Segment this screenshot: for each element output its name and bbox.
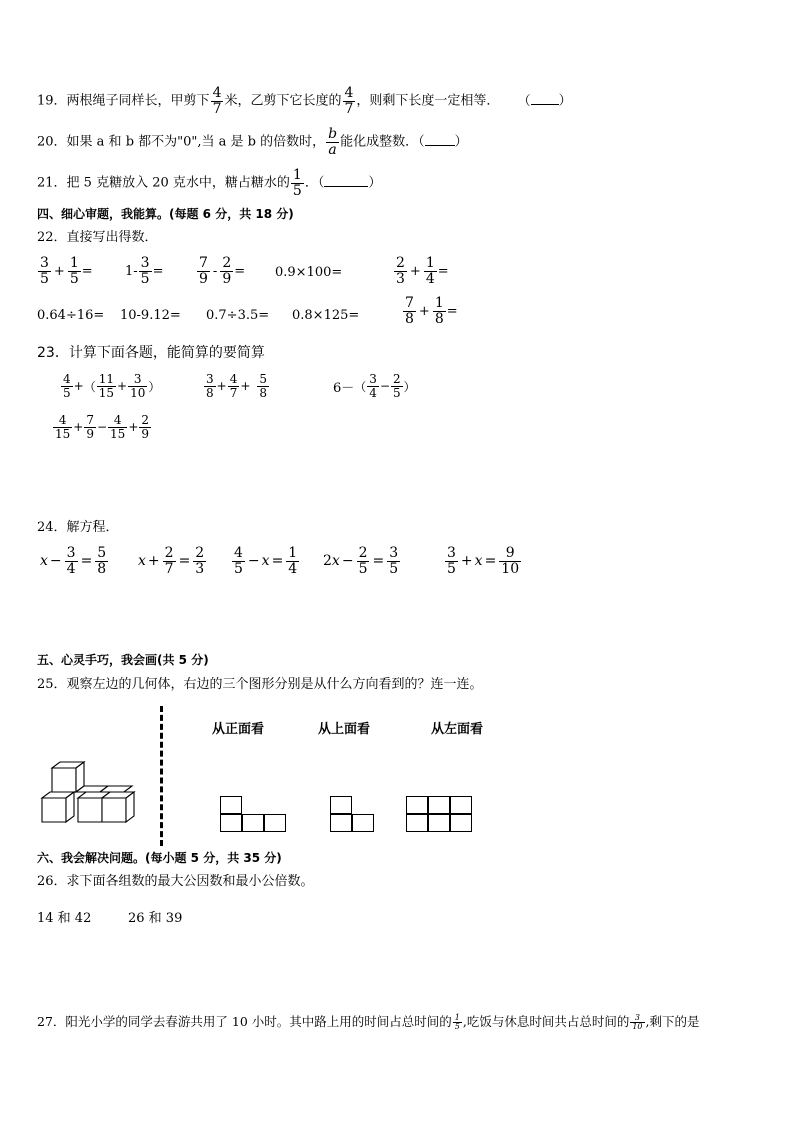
divider-dashed-line — [160, 706, 163, 846]
q20-number: 20． — [37, 134, 67, 150]
q24-eq-1 — [40, 546, 109, 576]
lead-term: 1- — [125, 263, 138, 279]
num: 4 — [234, 545, 243, 561]
num: 1 — [288, 545, 298, 561]
q23-expr-3 — [333, 373, 416, 399]
operator: + — [216, 379, 227, 394]
view-grid-3[interactable] — [406, 796, 474, 834]
grid-cell — [450, 814, 472, 832]
num: 4 — [229, 372, 238, 386]
operator: + — [128, 420, 139, 435]
q19-text-a: 两根绳子同样长，甲剪下 — [66, 93, 210, 109]
num: 2 — [164, 545, 174, 561]
operator: - — [212, 263, 218, 279]
fraction — [163, 546, 176, 576]
equals: = — [80, 553, 93, 570]
num: 2 — [222, 255, 232, 271]
q22-r1-expr-2 — [125, 256, 164, 286]
q20-paren-left: （ — [418, 134, 425, 150]
fraction — [403, 296, 416, 326]
fraction — [204, 373, 216, 399]
den: 7 — [229, 385, 238, 400]
question-27 — [37, 1012, 700, 1032]
q22-r1-expr-1 — [37, 256, 93, 286]
fraction — [228, 373, 240, 399]
view-label-left: 从左面看 — [431, 722, 484, 737]
q21-paren-right: ） — [368, 175, 382, 191]
num: 4 — [53, 414, 72, 428]
fraction — [232, 546, 245, 576]
q19-text-b: 米，乙剪下它长度的 — [224, 93, 342, 109]
equals: = — [372, 553, 385, 570]
num: 1 — [69, 255, 79, 271]
num: 3 — [66, 545, 76, 561]
operator: + — [409, 263, 421, 279]
num: 3 — [140, 255, 150, 271]
q19-paren-right: ） — [558, 93, 572, 109]
q24-eq-3 — [231, 546, 300, 576]
q27-fraction-1 — [453, 1014, 462, 1031]
q20-f-den: a — [328, 141, 337, 158]
equals: = — [234, 263, 246, 279]
fraction — [357, 546, 370, 576]
num: 3 — [40, 255, 49, 271]
operator: + — [240, 379, 251, 394]
q19-fraction-2 — [343, 86, 356, 116]
q23-expr-2 — [203, 373, 270, 399]
q27-f1-den: 5 — [454, 1022, 460, 1031]
q22-r2-expr-4: 0.8×125= — [292, 308, 360, 323]
grid-cell — [264, 814, 286, 832]
fraction — [387, 546, 400, 576]
fraction — [53, 414, 72, 440]
grid-cell — [242, 814, 264, 832]
num: 3 — [447, 545, 456, 561]
operator: + — [53, 263, 65, 279]
paren-left: （ — [354, 379, 367, 394]
equals: = — [437, 263, 449, 279]
den: 5 — [389, 560, 399, 577]
q21-fraction — [291, 168, 304, 198]
paren-right: ） — [148, 379, 161, 394]
section-5-title: 五、心灵手巧，我会画(共 5 分) — [37, 653, 209, 667]
coefficient: 2 — [323, 553, 332, 570]
q22-title: 22．直接写出得数． — [37, 230, 158, 245]
grid-cell — [428, 814, 450, 832]
q19-fraction-1 — [211, 86, 224, 116]
operator: − — [379, 379, 390, 394]
den: 8 — [97, 560, 107, 577]
q22-r1-expr-3 — [196, 256, 245, 286]
fraction — [108, 414, 127, 440]
num: 3 — [389, 545, 399, 561]
q20-text-b: 能化成整数． — [340, 134, 419, 150]
section-4-title: 四、细心审题，我能算。(每题 6 分，共 18 分) — [37, 207, 294, 221]
den: 10 — [130, 385, 146, 400]
q27-text-a: 阳光小学的同学去春游共用了 10 小时。其中路上用的时间占总时间的 — [65, 1014, 452, 1029]
equals: = — [152, 263, 164, 279]
den: 5 — [447, 560, 456, 577]
q22-r2-expr-1: 0.64÷16= — [37, 308, 105, 323]
q21-answer-blank[interactable] — [324, 186, 368, 187]
den: 5 — [234, 560, 243, 577]
question-19 — [37, 86, 572, 116]
num: 2 — [141, 413, 150, 427]
q21-f-num: 1 — [292, 167, 302, 183]
fraction — [394, 256, 407, 286]
num: 2 — [195, 545, 205, 561]
question-21 — [37, 168, 381, 198]
den: 9 — [141, 426, 150, 441]
fraction — [367, 373, 379, 399]
q22-r2-expr-5 — [402, 296, 458, 326]
den: 15 — [55, 426, 71, 441]
grid-cell — [330, 796, 352, 814]
num: 2 — [358, 545, 368, 561]
den: 9 — [86, 426, 94, 441]
grid-cell — [352, 814, 374, 832]
fraction — [499, 546, 521, 576]
fraction — [286, 546, 299, 576]
operator: − — [49, 553, 62, 570]
fraction — [391, 373, 403, 399]
den: 3 — [396, 270, 405, 287]
den: 3 — [195, 560, 205, 577]
q20-fraction — [326, 127, 339, 157]
num: 1 — [425, 255, 435, 271]
den: 4 — [288, 560, 298, 577]
fraction — [68, 256, 81, 286]
grid-cell — [406, 814, 428, 832]
equals: = — [178, 553, 191, 570]
operator: + — [117, 379, 128, 394]
num: 5 — [259, 372, 268, 386]
grid-cell — [428, 796, 450, 814]
cube-front-face — [102, 798, 126, 822]
q19-f1-num: 4 — [212, 85, 222, 101]
num: 5 — [97, 545, 107, 561]
den: 15 — [110, 426, 126, 441]
equals: = — [484, 553, 497, 570]
q25-title: 25．观察左边的几何体，右边的三个图形分别是从什么方向看到的？连一连。 — [37, 677, 483, 692]
equals: = — [446, 303, 458, 319]
cube-front-face — [78, 798, 102, 822]
den: 5 — [69, 270, 79, 287]
num: 4 — [108, 414, 127, 428]
q19-f2-den: 7 — [344, 100, 354, 117]
num: 3 — [369, 372, 377, 386]
lead-term: 6－ — [333, 380, 355, 396]
fraction — [61, 373, 73, 399]
q19-paren-left: （ — [517, 93, 531, 109]
den: 9 — [222, 270, 232, 287]
operator: − — [341, 553, 354, 570]
grid-cell — [330, 814, 352, 832]
q26-group-1: 14 和 42 — [37, 911, 92, 926]
den: 9 — [199, 270, 208, 287]
num: 2 — [393, 372, 401, 386]
den: 8 — [259, 385, 268, 400]
view-label-top: 从上面看 — [318, 722, 371, 737]
q26-group-2: 26 和 39 — [128, 911, 183, 926]
fraction — [197, 256, 210, 286]
num: 7 — [405, 295, 414, 311]
den: 5 — [393, 385, 401, 400]
cube-front-face — [42, 798, 66, 822]
fraction — [97, 373, 116, 399]
num: 7 — [199, 255, 208, 271]
num: 9 — [499, 546, 521, 562]
den: 7 — [164, 560, 174, 577]
den: 8 — [405, 310, 414, 327]
fraction — [84, 414, 96, 440]
view-grid-2[interactable] — [330, 796, 376, 834]
num: 7 — [86, 413, 94, 427]
q26-title: 26．求下面各组数的最大公因数和最小公倍数。 — [37, 874, 314, 889]
fraction — [445, 546, 458, 576]
operator: + — [418, 303, 430, 319]
q20-f-num: b — [328, 126, 338, 142]
q23-title: 23．计算下面各题，能简算的要简算 — [37, 345, 265, 361]
section-6-title: 六、我会解决问题。(每小题 5 分，共 35 分) — [37, 851, 282, 865]
den: 8 — [434, 310, 444, 327]
q22-r2-expr-2: 10-9.12= — [120, 308, 181, 323]
variable-x: x — [474, 553, 483, 570]
q19-answer-blank[interactable] — [531, 104, 559, 105]
num: 11 — [98, 372, 114, 386]
den: 5 — [63, 385, 71, 400]
fraction — [424, 256, 437, 286]
grid-cell — [220, 796, 242, 814]
q21-number: 21． — [37, 175, 67, 191]
geometric-solid-figure — [38, 760, 142, 845]
operator: + — [147, 553, 160, 570]
num: 3 — [128, 373, 147, 387]
variable-x: x — [40, 553, 48, 570]
fraction — [128, 373, 147, 399]
den: 4 — [66, 560, 76, 577]
fraction — [433, 296, 446, 326]
q21-paren-left: （ — [317, 175, 325, 191]
den: 4 — [369, 385, 377, 400]
variable-x: x — [331, 553, 340, 570]
num: 2 — [396, 255, 405, 271]
den: 4 — [425, 270, 435, 287]
q27-fraction-2 — [630, 1014, 644, 1031]
variable-x: x — [138, 553, 146, 570]
q19-f1-den: 7 — [212, 100, 222, 117]
q19-number: 19． — [37, 93, 67, 109]
cube-side-face — [66, 792, 74, 822]
fraction — [95, 546, 108, 576]
q19-f2-num: 4 — [344, 85, 354, 101]
fraction — [38, 256, 51, 286]
q23-expr-4 — [52, 414, 152, 440]
fraction — [257, 373, 269, 399]
grid-cell — [220, 814, 242, 832]
den: 15 — [98, 385, 114, 400]
paren-right: ） — [403, 379, 416, 394]
q22-r2-expr-3: 0.7÷3.5= — [206, 308, 270, 323]
q27-f2-den: 10 — [632, 1022, 643, 1031]
q27-text-b: ,吃饭与休息时间共占总时间的 — [462, 1014, 630, 1029]
den: 8 — [206, 385, 214, 400]
operator: + — [460, 553, 473, 570]
operator: + — [73, 379, 84, 394]
fraction — [193, 546, 206, 576]
variable-x: x — [261, 553, 270, 570]
cube-side-face — [126, 792, 134, 822]
q20-text-a: 如果 a 和 b 都不为"0",当 a 是 b 的倍数时， — [66, 134, 326, 150]
num: 1 — [434, 295, 444, 311]
q27-f2-num: 3 — [630, 1014, 644, 1023]
q23-expr-1 — [60, 373, 160, 399]
den: 10 — [501, 560, 520, 577]
q20-answer-blank[interactable] — [425, 145, 455, 146]
den: 5 — [358, 560, 368, 577]
q21-text-a: 把 5 克糖放入 20 克水中，糖占糖水的 — [66, 175, 290, 191]
grid-cell — [406, 796, 428, 814]
fraction — [139, 256, 152, 286]
fraction — [139, 414, 151, 440]
q19-text-c: ，则剩下长度一定相等． — [356, 93, 500, 109]
view-grid-1[interactable] — [220, 796, 288, 834]
q24-eq-2 — [138, 546, 207, 576]
paren-left: （ — [83, 379, 96, 394]
den: 5 — [40, 270, 49, 287]
operator: − — [247, 553, 260, 570]
view-label-front: 从正面看 — [212, 722, 265, 737]
q27-text-c: ,剩下的是 — [645, 1014, 700, 1029]
q24-eq-5 — [444, 546, 522, 576]
grid-cell — [450, 796, 472, 814]
question-20 — [37, 127, 468, 157]
equals: = — [271, 553, 284, 570]
operator: + — [73, 420, 84, 435]
q22-r1-expr-5 — [393, 256, 449, 286]
q24-eq-4 — [323, 546, 401, 576]
fraction — [220, 256, 233, 286]
operator: − — [96, 420, 108, 435]
q22-r1-expr-4: 0.9×100= — [275, 265, 343, 280]
q20-paren-right: ） — [454, 134, 468, 150]
q27-number: 27． — [37, 1014, 66, 1029]
fraction — [65, 546, 78, 576]
q27-f1-num: 1 — [454, 1013, 460, 1022]
cube-front-face — [52, 768, 76, 792]
num: 4 — [63, 372, 71, 386]
den: 5 — [140, 270, 150, 287]
q24-title: 24．解方程． — [37, 520, 119, 535]
q21-f-den: 5 — [292, 182, 302, 199]
q21-text-b: ． — [304, 175, 318, 191]
num: 3 — [206, 372, 214, 386]
equals: = — [81, 263, 93, 279]
